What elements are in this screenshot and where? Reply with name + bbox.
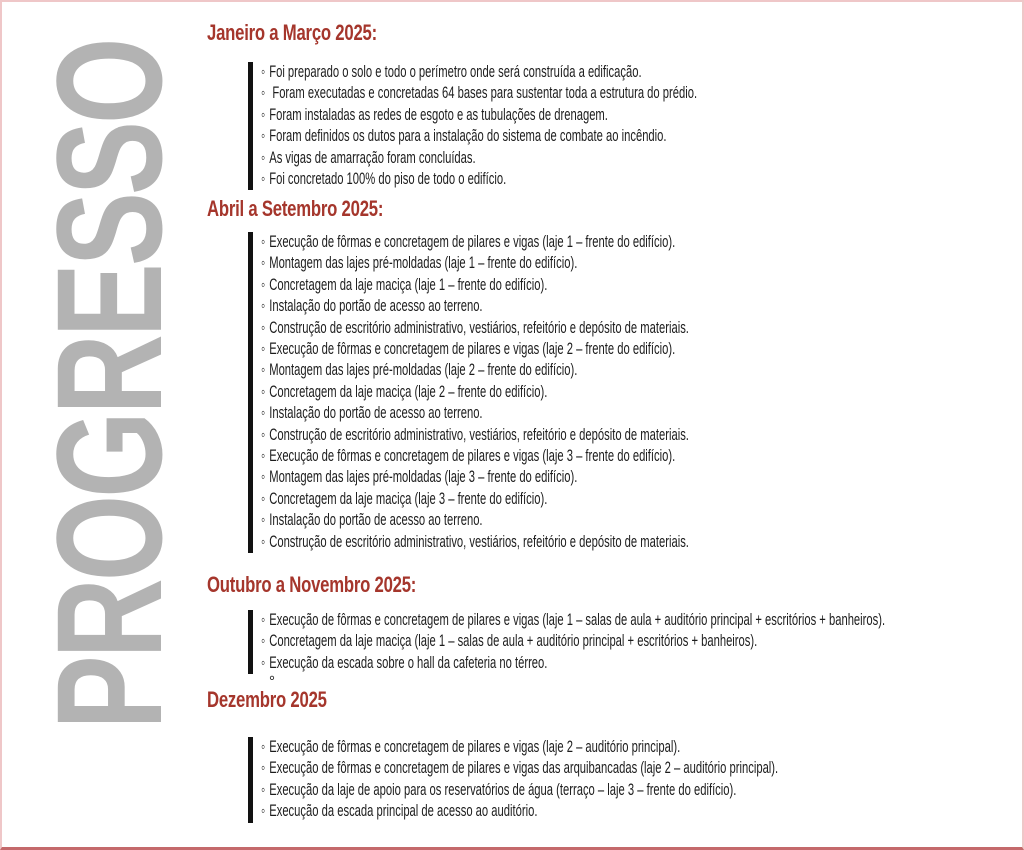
milestone-item bbox=[261, 446, 772, 467]
bullet-icon: ◦ bbox=[261, 148, 266, 167]
stray-bullet-mark: ° bbox=[269, 673, 275, 690]
milestone-text: Foi concretado 100% do piso de todo o edifício. bbox=[269, 170, 507, 189]
milestone-item bbox=[261, 126, 772, 147]
milestone-item bbox=[261, 489, 772, 510]
milestone-text: Foram definidos os dutos para a instalação do sistema de combate ao incêndio. bbox=[269, 127, 667, 146]
milestone-text: Execução da escada sobre o hall da cafeteria no térreo. bbox=[269, 653, 548, 672]
milestone-text: Concretagem da laje maciça (laje 2 – frente do edifício). bbox=[269, 382, 548, 401]
bullet-icon: ◦ bbox=[261, 170, 266, 189]
milestone-item bbox=[261, 758, 778, 779]
bullet-icon: ◦ bbox=[261, 759, 266, 778]
milestone-item bbox=[261, 425, 772, 446]
milestone-text: Concretagem da laje maciça (laje 1 – salas de aula + auditório principal + escritórios + banheiros). bbox=[269, 632, 758, 651]
milestone-list bbox=[253, 737, 778, 823]
milestone-list bbox=[253, 62, 772, 190]
milestone-list-wrap bbox=[248, 232, 1016, 553]
vertical-progress-title: PROGRESSO bbox=[25, 40, 193, 730]
milestone-text: Montagem das lajes pré-moldadas (laje 1 – frente do edifício). bbox=[269, 254, 578, 273]
milestone-text: Execução de fôrmas e concretagem de pilares e vigas (laje 1 – salas de aula + auditório principal + escritórios + banheiros). bbox=[269, 611, 886, 629]
bullet-icon: ◦ bbox=[261, 340, 266, 359]
bullet-icon: ◦ bbox=[261, 738, 266, 756]
bullet-icon: ◦ bbox=[261, 105, 266, 124]
milestone-text: Execução de fôrmas e concretagem de pilares e vigas das arquibancadas (laje 2 – auditório principal). bbox=[269, 759, 779, 778]
milestone-list bbox=[253, 610, 885, 674]
milestone-item bbox=[261, 382, 772, 403]
milestone-item bbox=[261, 510, 772, 531]
milestone-text: Execução da laje de apoio para os reservatórios de água (terraço – laje 3 – frente do edifício). bbox=[269, 780, 737, 799]
bullet-icon: ◦ bbox=[261, 425, 266, 444]
period-section bbox=[207, 20, 1016, 190]
milestone-item bbox=[261, 403, 772, 424]
milestone-text: Instalação do portão de acesso ao terreno. bbox=[269, 404, 483, 423]
milestone-item bbox=[261, 780, 778, 801]
milestone-item bbox=[261, 296, 772, 317]
bullet-icon: ◦ bbox=[261, 254, 266, 273]
bullet-icon: ◦ bbox=[261, 532, 266, 551]
bullet-icon: ◦ bbox=[261, 382, 266, 401]
bullet-icon: ◦ bbox=[261, 653, 266, 672]
milestone-text: Concretagem da laje maciça (laje 3 – frente do edifício). bbox=[269, 489, 548, 508]
milestone-item bbox=[261, 532, 772, 553]
milestone-text: Execução de fôrmas e concretagem de pilares e vigas (laje 2 – auditório principal). bbox=[269, 738, 681, 756]
bullet-icon: ◦ bbox=[261, 489, 266, 508]
milestone-item bbox=[261, 801, 778, 822]
bullet-icon: ◦ bbox=[261, 84, 266, 103]
milestone-list-wrap bbox=[248, 610, 1016, 674]
milestone-text: Execução de fôrmas e concretagem de pilares e vigas (laje 3 – frente do edifício). bbox=[269, 447, 676, 466]
milestone-item bbox=[261, 62, 772, 83]
milestone-text: Instalação do portão de acesso ao terreno. bbox=[269, 297, 483, 316]
period-section bbox=[207, 572, 1016, 674]
bullet-icon: ◦ bbox=[261, 63, 266, 81]
bullet-icon: ◦ bbox=[261, 802, 266, 821]
milestone-text: Instalação do portão de acesso ao terreno. bbox=[269, 511, 483, 530]
bullet-icon: ◦ bbox=[261, 318, 266, 337]
bullet-icon: ◦ bbox=[261, 297, 266, 316]
milestone-item bbox=[261, 148, 772, 169]
milestone-text: Construção de escritório administrativo, vestiários, refeitório e depósito de materiais. bbox=[269, 425, 689, 444]
milestone-list-wrap bbox=[248, 62, 1016, 190]
milestone-item bbox=[261, 318, 772, 339]
bullet-icon: ◦ bbox=[261, 511, 266, 530]
milestone-text: Foram executadas e concretadas 64 bases para sustentar toda a estrutura do prédio. bbox=[269, 84, 698, 103]
milestone-item bbox=[261, 631, 885, 652]
milestone-item bbox=[261, 360, 772, 381]
milestone-list bbox=[253, 232, 772, 553]
milestone-item bbox=[261, 232, 772, 253]
milestone-item bbox=[261, 610, 885, 631]
bullet-icon: ◦ bbox=[261, 127, 266, 146]
bullet-icon: ◦ bbox=[261, 632, 266, 651]
milestone-text: Foram instaladas as redes de esgoto e as tubulações de drenagem. bbox=[269, 105, 608, 124]
milestone-text: Construção de escritório administrativo, vestiários, refeitório e depósito de materiais. bbox=[269, 532, 689, 551]
milestone-list-wrap bbox=[248, 737, 1016, 823]
bullet-icon: ◦ bbox=[261, 468, 266, 487]
bullet-icon: ◦ bbox=[261, 233, 266, 251]
milestone-text: Execução da escada principal de acesso ao auditório. bbox=[269, 802, 538, 821]
milestone-text: Montagem das lajes pré-moldadas (laje 2 – frente do edifício). bbox=[269, 361, 578, 380]
vertical-title-wrap bbox=[25, 40, 193, 730]
milestone-text: Concretagem da laje maciça (laje 1 – frente do edifício). bbox=[269, 275, 548, 294]
bullet-icon: ◦ bbox=[261, 447, 266, 466]
milestone-text: As vigas de amarração foram concluídas. bbox=[269, 148, 476, 167]
milestone-text: Montagem das lajes pré-moldadas (laje 3 – frente do edifício). bbox=[269, 468, 578, 487]
bullet-icon: ◦ bbox=[261, 361, 266, 380]
period-heading: Janeiro a Março 2025: bbox=[207, 20, 377, 45]
milestone-item bbox=[261, 737, 778, 758]
milestone-text: Foi preparado o solo e todo o perímetro onde será construída a edificação. bbox=[269, 63, 642, 81]
milestone-item bbox=[261, 169, 772, 190]
milestone-item bbox=[261, 105, 772, 126]
milestone-text: Construção de escritório administrativo, vestiários, refeitório e depósito de materiais. bbox=[269, 318, 689, 337]
period-section bbox=[207, 196, 1016, 553]
milestone-item bbox=[261, 275, 772, 296]
bullet-icon: ◦ bbox=[261, 611, 266, 629]
bullet-icon: ◦ bbox=[261, 404, 266, 423]
milestone-item bbox=[261, 339, 772, 360]
bullet-icon: ◦ bbox=[261, 275, 266, 294]
milestone-text: Execução de fôrmas e concretagem de pilares e vigas (laje 2 – frente do edifício). bbox=[269, 340, 676, 359]
period-section bbox=[207, 687, 1016, 823]
milestone-item bbox=[261, 467, 772, 488]
milestone-item bbox=[261, 83, 772, 104]
period-heading: Abril a Setembro 2025: bbox=[207, 196, 384, 221]
period-heading: Outubro a Novembro 2025: bbox=[207, 572, 417, 597]
milestone-item bbox=[261, 253, 772, 274]
milestone-text: Execução de fôrmas e concretagem de pilares e vigas (laje 1 – frente do edifício). bbox=[269, 233, 676, 251]
bullet-icon: ◦ bbox=[261, 780, 266, 799]
period-heading: Dezembro 2025 bbox=[207, 687, 327, 712]
milestone-item bbox=[261, 653, 885, 674]
